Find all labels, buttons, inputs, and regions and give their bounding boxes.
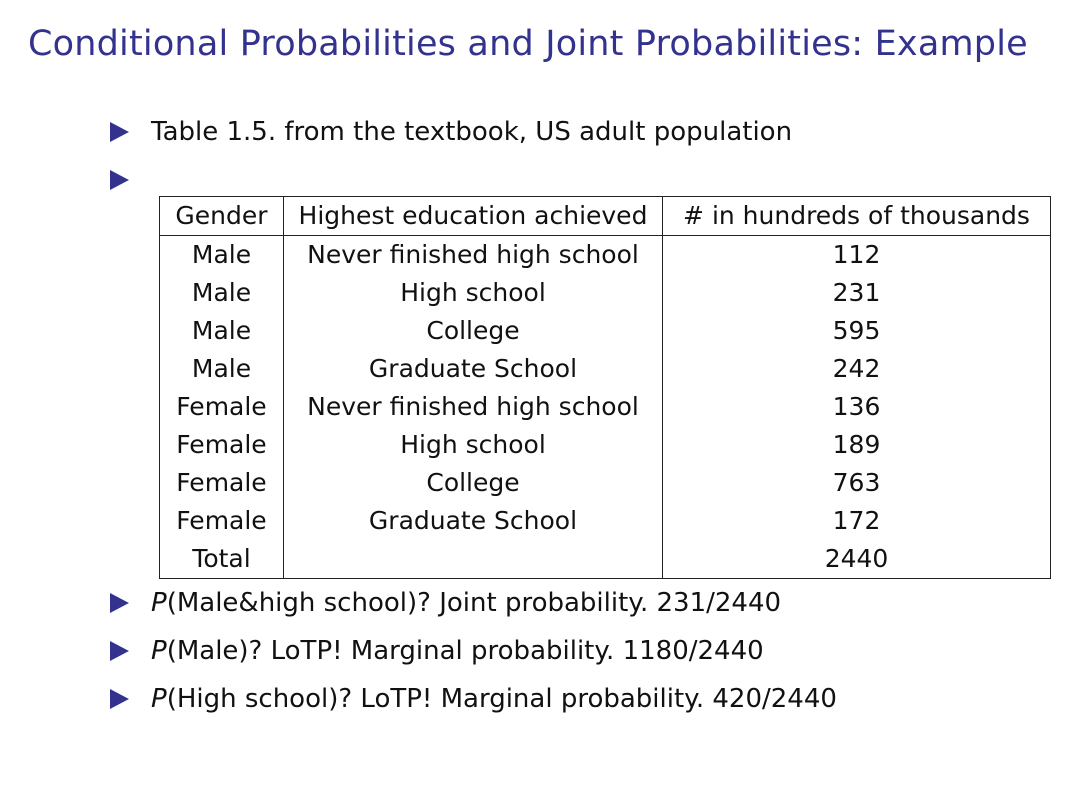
table-row [160,388,1051,426]
prob-symbol: P [151,588,167,618]
question-2-text: (Male)? LoTP! Marginal probability. 1180/2440 [166,636,764,666]
cell-gender: Female [160,388,284,426]
cell-education: College [284,464,663,502]
question-1-text: (Male&high school)? Joint probability. 231/2440 [166,588,782,618]
cell-education: Graduate School [284,502,663,540]
cell-education: High school [284,426,663,464]
triangle-right-icon [110,689,129,709]
cell-gender: Female [160,502,284,540]
table-row [160,464,1051,502]
cell-count: 231 [663,274,1051,312]
cell-education: High school [284,274,663,312]
header-count: # in hundreds of thousands [663,197,1051,236]
cell-education: Never finished high school [284,388,663,426]
prob-symbol: P [151,636,167,666]
table-total-row [160,540,1051,579]
triangle-right-icon [110,122,129,142]
cell-count: 189 [663,426,1051,464]
cell-count: 172 [663,502,1051,540]
header-education: Highest education achieved [284,197,663,236]
cell-total-empty [284,540,663,579]
cell-gender: Male [160,312,284,350]
cell-count: 136 [663,388,1051,426]
cell-count: 242 [663,350,1051,388]
table-row [160,350,1051,388]
table-row [160,274,1051,312]
prob-symbol: P [151,684,167,714]
cell-count: 112 [663,236,1051,275]
cell-gender: Female [160,464,284,502]
cell-education: Graduate School [284,350,663,388]
table-row [160,236,1051,275]
table-header-row [160,197,1051,236]
triangle-right-icon [110,641,129,661]
cell-count: 763 [663,464,1051,502]
triangle-right-icon [110,593,129,613]
cell-count: 595 [663,312,1051,350]
cell-total-label: Total [160,540,284,579]
bullet-intro-text: Table 1.5. from the textbook, US adult population [151,117,793,147]
question-3-text: (High school)? LoTP! Marginal probability. 420/2440 [166,684,837,714]
cell-education: College [284,312,663,350]
triangle-right-icon [110,170,129,190]
cell-gender: Male [160,350,284,388]
header-gender: Gender [160,197,284,236]
slide-title: Conditional Probabilities and Joint Probabilities: Example [28,24,1028,64]
population-table [159,196,1051,579]
cell-education: Never finished high school [284,236,663,275]
table-row [160,426,1051,464]
cell-gender: Male [160,236,284,275]
cell-total-count: 2440 [663,540,1051,579]
table-row [160,312,1051,350]
cell-gender: Male [160,274,284,312]
cell-gender: Female [160,426,284,464]
table-row [160,502,1051,540]
